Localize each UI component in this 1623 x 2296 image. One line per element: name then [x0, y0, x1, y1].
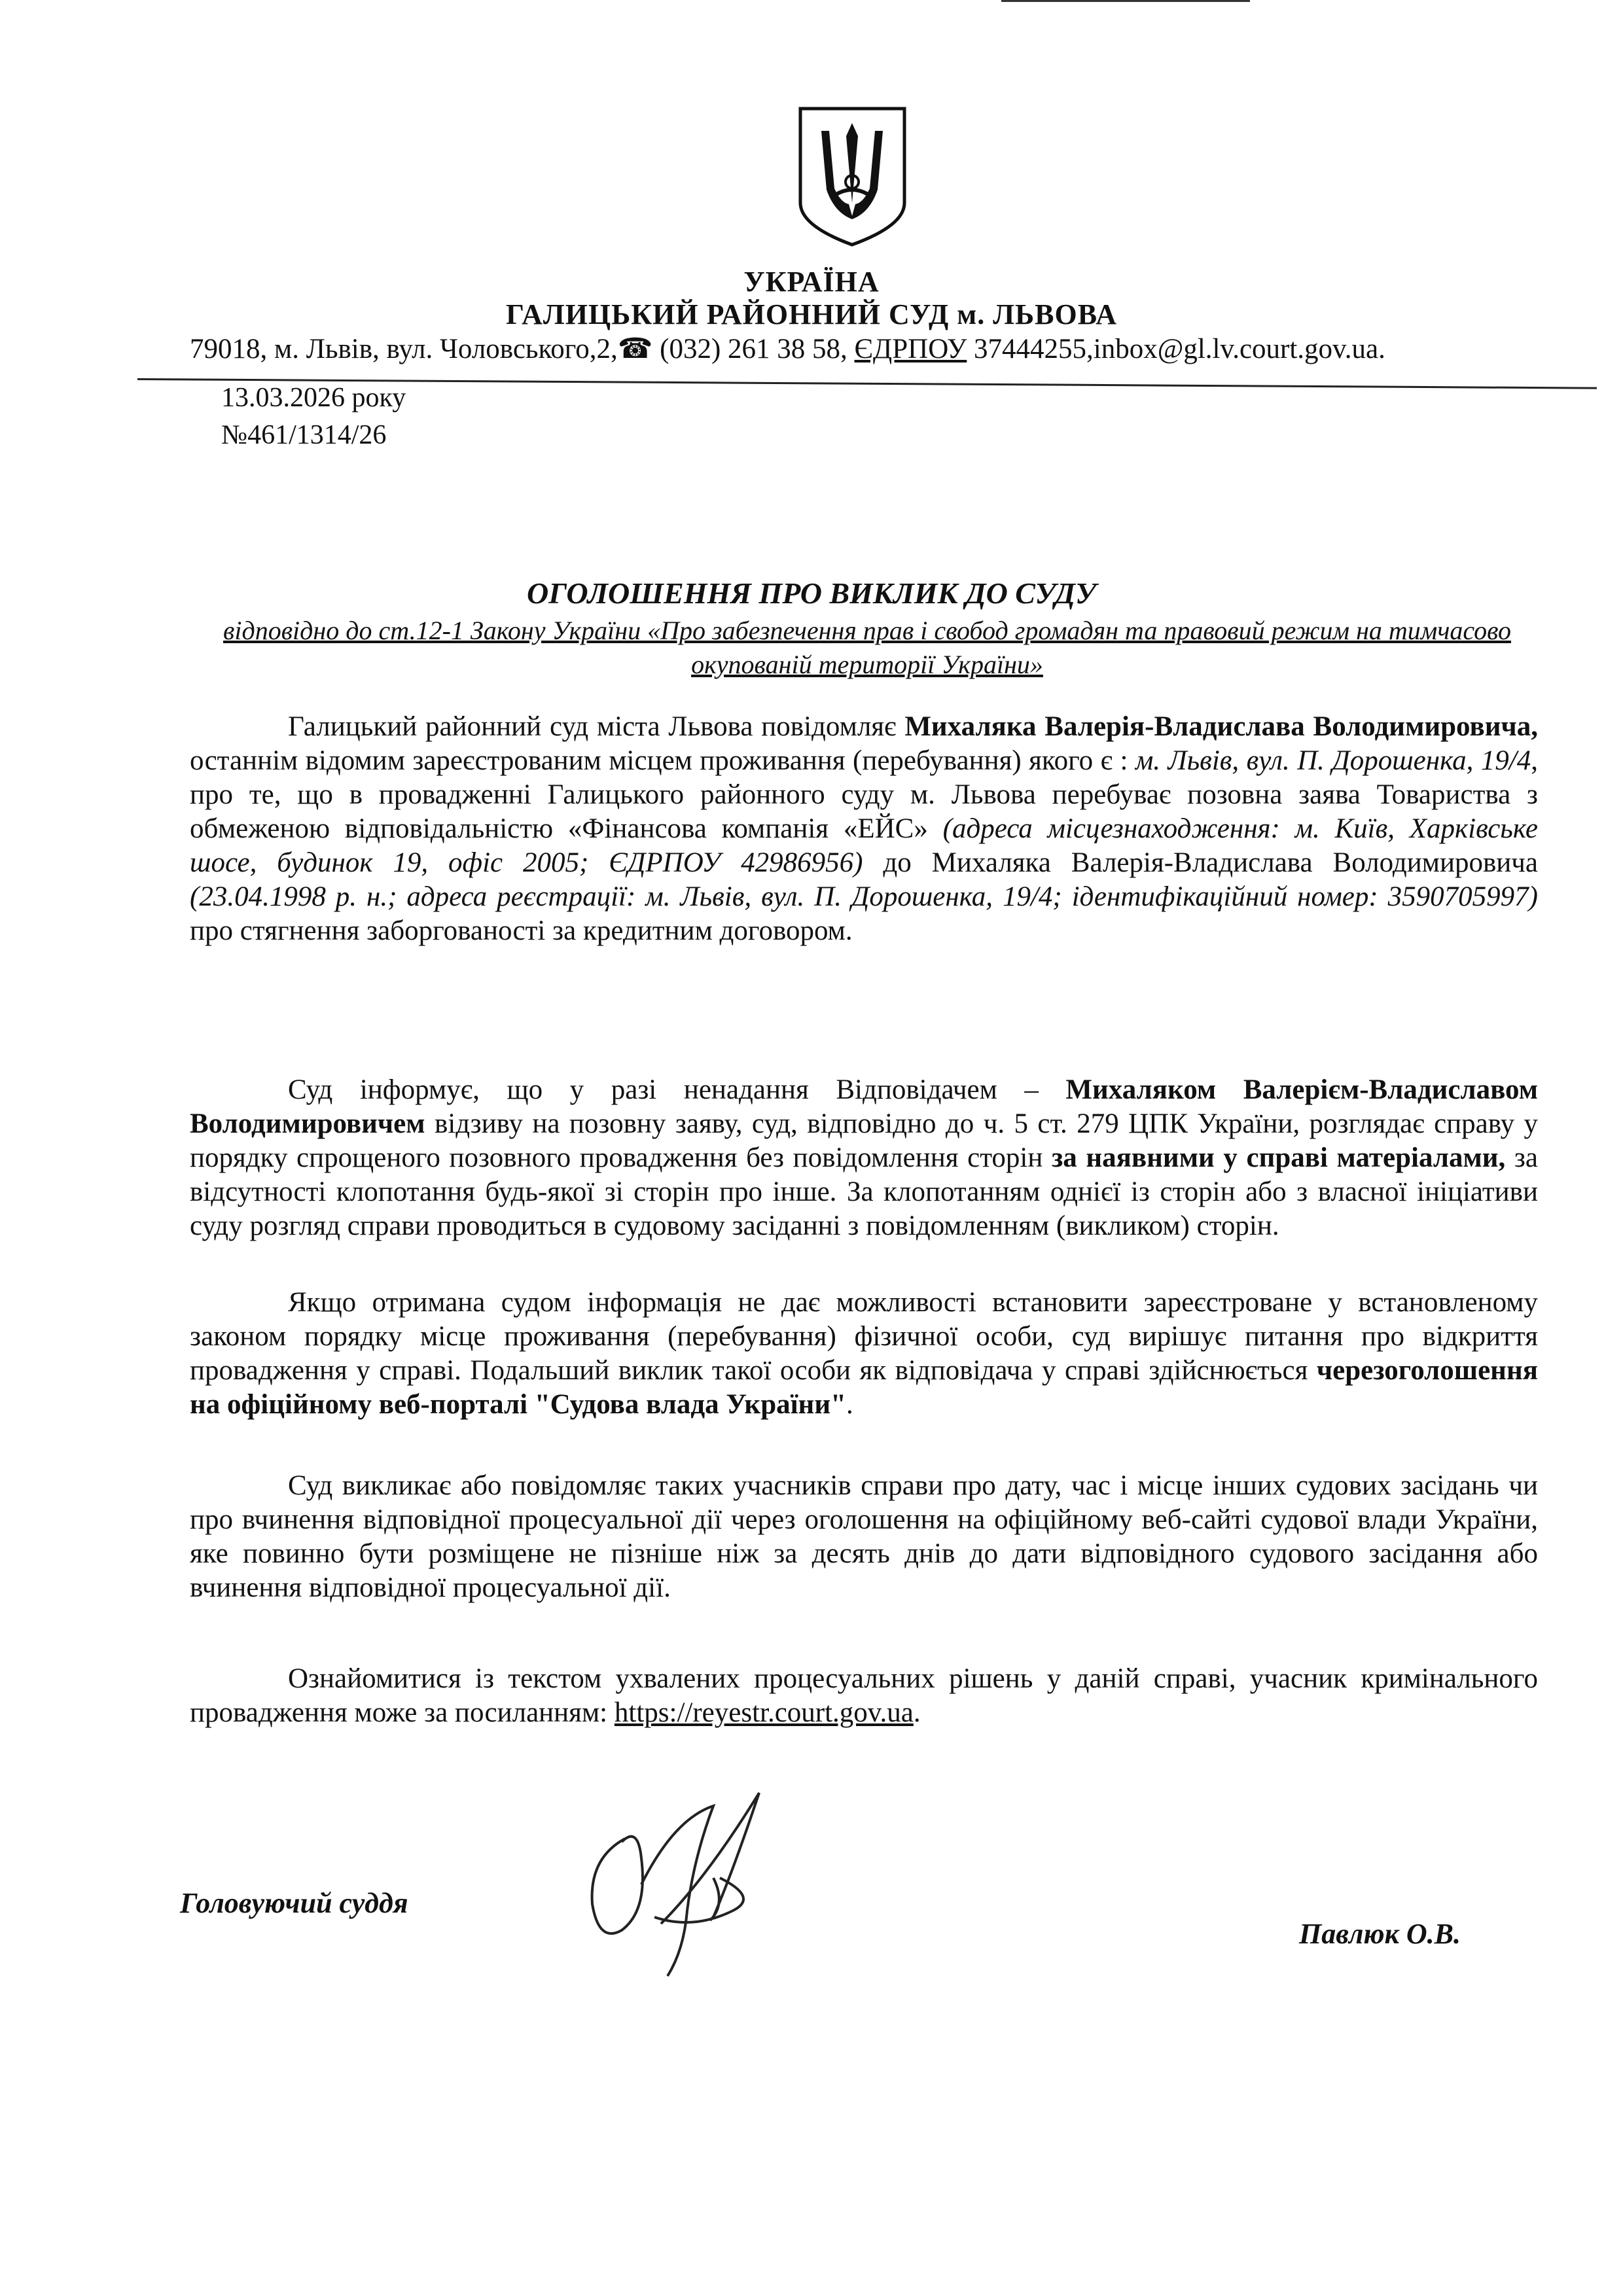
defendant-name: Михаляка Валерія-Владислава Володимировича, — [904, 711, 1538, 742]
edrpou-label: ЄДРПОУ — [854, 334, 967, 364]
legal-basis: відповідно до ст.12-1 Закону України «Про забезпечення прав і свобод громадян та правовий режим на тимчасово окупованій території України» — [223, 616, 1512, 679]
paragraph-4: Суд викликає або повідомляє таких учасників справи про дату, час і місце інших судових засідань чи про вчинення відповідної процесуальної дії через оголошення на офіційному веб-сайті судової влади України, яке повинно бути розміщене не пізніше ніж за десять днів до дати відповідного судового засідання або вчинення відповідної процесуальної дії. — [190, 1470, 1538, 1603]
judge-signature — [563, 1780, 838, 1989]
court-address — [190, 332, 1385, 365]
court-name: ГАЛИЦЬКИЙ РАЙОННИЙ СУД м. ЛЬВОВА — [505, 298, 1118, 330]
coat-of-arms-icon — [795, 105, 910, 249]
paragraph-5: Ознайомитися із текстом ухвалених процесуальних рішень у даній справі, учасник кримінального провадження може за посиланням: https://reyestr.court.gov.ua. — [190, 1663, 1538, 1728]
signatory-role: Головуючий суддя — [180, 1887, 408, 1919]
announcement-title: ОГОЛОШЕННЯ ПРО ВИКЛИК ДО СУДУ — [527, 576, 1096, 610]
defendant-details: (23.04.1998 р. н.; адреса реєстрації: м. Львів, вул. П. Дорошенка, 19/4; ідентифікаційний номер: 3590705997) — [190, 881, 1538, 912]
signatory-name: Павлюк О.В. — [1299, 1918, 1461, 1950]
country-title: УКРАЇНА — [743, 266, 880, 298]
address-part-b: 37444255,inbox@gl.lv.court.gov.ua. — [967, 334, 1385, 364]
document-date: 13.03.2026 року — [221, 383, 406, 413]
phone-number: (032) 261 38 58, — [660, 334, 847, 364]
registry-link[interactable]: https://reyestr.court.gov.ua — [614, 1697, 914, 1728]
phone-icon: ☎ — [617, 334, 653, 364]
paragraph-2: Суд інформує, що у разі ненадання Відповідачем – Михаляком Валерієм-Владиславом Володимировичем відзиву на позовну заяву, суд, відповідно до ч. 5 ст. 279 ЦПК України, розглядає справу у порядку спрощеного позовного провадження без повідомлення сторін за наявними у справі матеріалами, за відсутності клопотання будь-якої зі сторін про інше. За клопотанням однієї із сторін або з власної ініціативи суду розгляд справи проводиться в судовому засіданні з повідомленням (викликом) сторін. — [190, 1074, 1538, 1241]
paragraph-1: Галицький районний суд міста Львова повідомляє Михаляка Валерія-Владислава Володимировича, останнім відомим зареєстрованим місцем проживання (перебування) якого є : м. Львів, вул. П. Дорошенка, 19/4, про те, що в провадженні Галицького районного суду м. Львова перебуває позовна заява Товариства з обмеженою відповідальністю «Фінансова компанія «ЕЙС» (адреса місцезнаходження: м. Київ, Харківське шосе, будинок 19, офіс 2005; ЄДРПОУ 42986956) до Михаляка Валерія-Владислава Володимировича (23.04.1998 р. н.; адреса реєстрації: м. Львів, вул. П. Дорошенка, 19/4; ідентифікаційний номер: 3590705997) про стягнення заборгованості за кредитним договором. — [190, 711, 1538, 946]
paragraph-3: Якщо отримана судом інформація не дає можливості встановити зареєстроване у встановленому законом порядку місце проживання (перебування) фізичної особи, суд вирішує питання про відкриття провадження у справі. Подальший виклик такої особи як відповідача у справі здійснюється черезоголошення на офіційному веб-порталі "Судова влада України". — [190, 1287, 1538, 1420]
plaintiff-details: (адреса місцезнаходження: м. Київ, Харківське шосе, будинок 19, офіс 2005; ЄДРПОУ 42986956) — [190, 813, 1538, 878]
address-part-a: 79018, м. Львів, вул. Чоловського,2, — [190, 334, 618, 364]
top-scan-mark — [1001, 0, 1250, 2]
document-number: №461/1314/26 — [221, 420, 387, 450]
defendant-address: м. Львів, вул. П. Дорошенка, 19/4 — [1135, 745, 1531, 776]
